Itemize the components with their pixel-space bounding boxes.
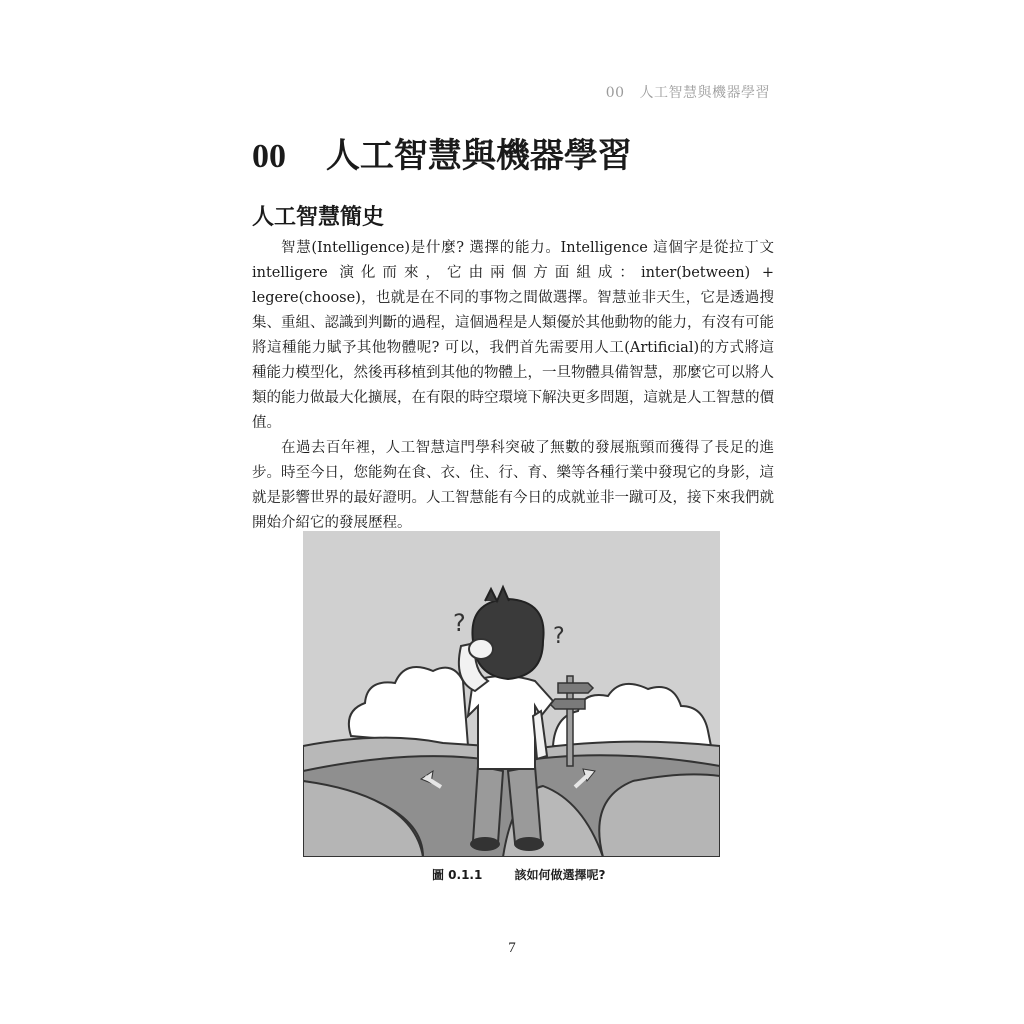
crossroads-illustration [303,531,720,857]
figure-illustration [303,531,720,857]
figure-label: 圖 0.1.1 [432,868,483,882]
question-mark-right: ? [553,624,565,649]
section-title: 人工智慧簡史 [252,205,385,230]
figure-caption [432,866,606,883]
chapter-title-text: 人工智慧與機器學習 [325,136,632,176]
question-mark-left: ? [453,609,466,637]
running-header-chapter-title: 人工智慧與機器學習 [639,85,770,101]
chapter-number: 00 [252,138,286,175]
page-number: 7 [508,940,516,956]
body-text [252,236,774,536]
running-header-chapter-number: 00 [605,85,625,101]
paragraph-1: 智慧(Intelligence)是什麼? 選擇的能力。Intelligence 這個字是從拉丁文 intelligere 演化而來，它由兩個方面組成：inter(between) + legere(choose)，也就是在不同的事物之間做選擇。智慧並非天生，它是透過搜集、重組、認識到判斷的過程，這個過程是人類優於其他動物的能力，有沒有可能將這種能力賦予其他物體呢? 可以，我們首先需要用人工(Artificial)的方式將這種能力模型化，然後再移植到其他的物體上，一旦物體具備智慧，那麼它可以將人類的能力做最大化擴展，在有限的時空環境下解決更多問題，這就是人工智慧的價值。 [252,240,774,431]
chapter-title [252,128,632,177]
running-header [606,82,770,102]
paragraph-2: 在過去百年裡，人工智慧這門學科突破了無數的發展瓶頸而獲得了長足的進步。時至今日，您能夠在食、衣、住、行、育、樂等各種行業中發現它的身影，這就是影響世界的最好證明。人工智慧能有今日的成就並非一蹴可及，接下來我們就開始介紹它的發展歷程。 [252,440,774,531]
figure-caption-text: 該如何做選擇呢? [514,868,606,882]
